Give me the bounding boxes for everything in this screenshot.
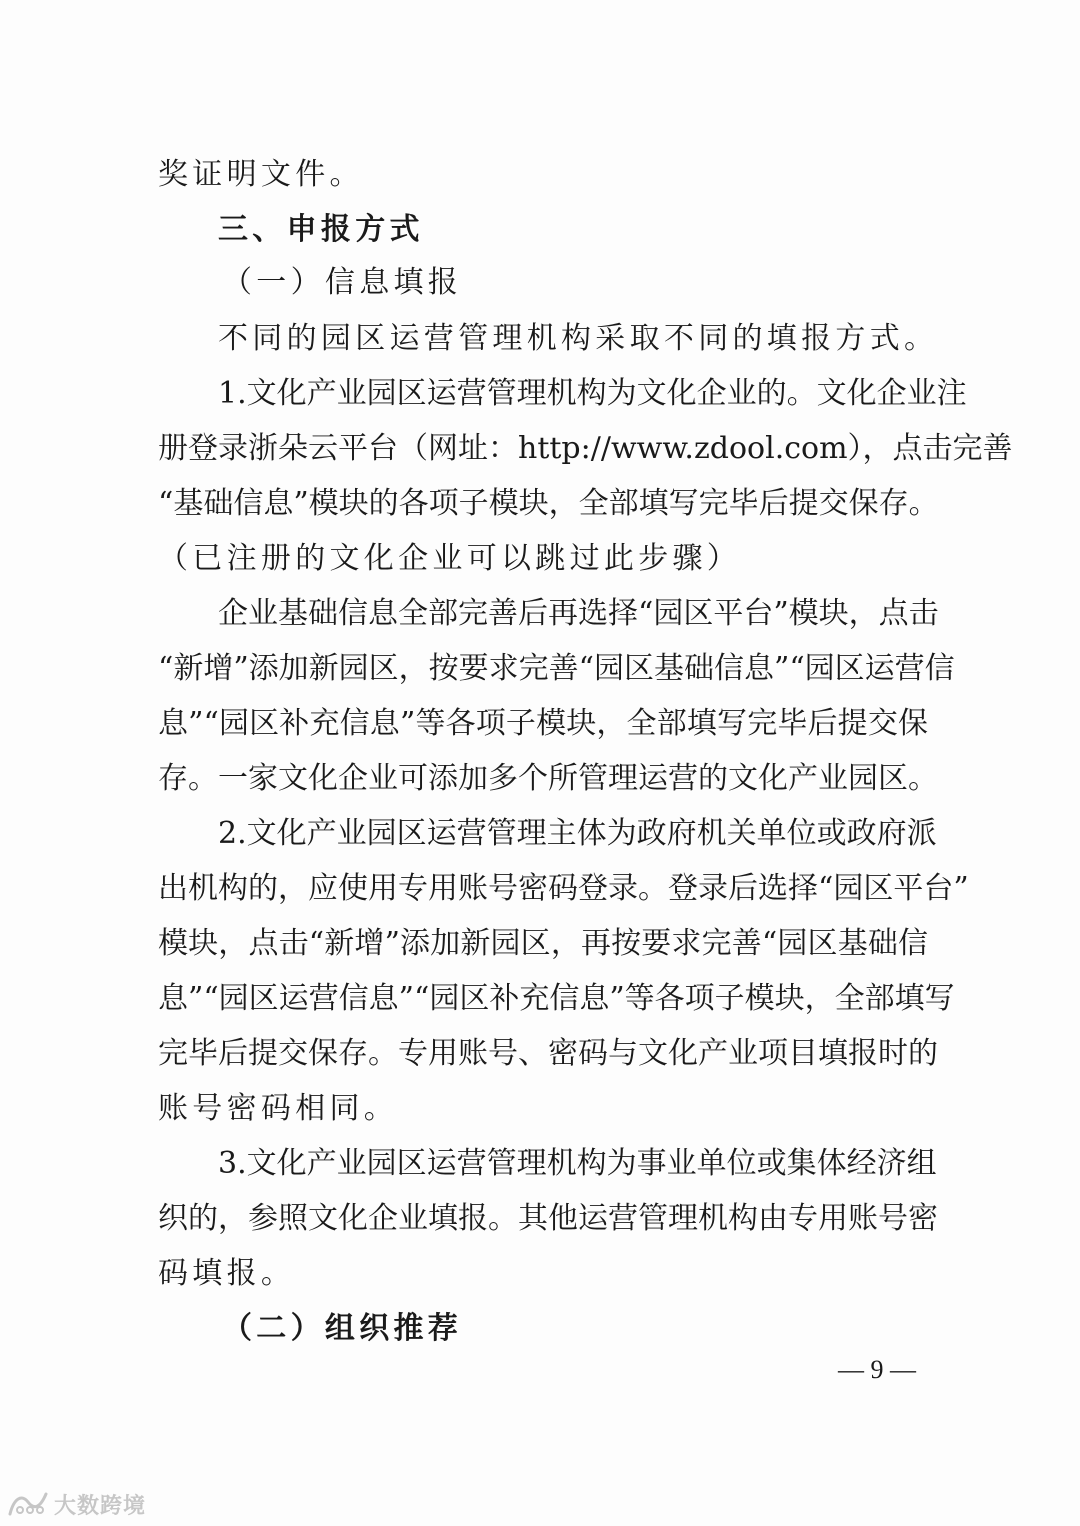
watermark-text: 大数跨境 <box>54 1493 147 1519</box>
subsection-heading: （一）信息填报 <box>222 265 463 300</box>
paragraph-line: 息”“园区补充信息”等各项子模块，全部填写完毕后提交保 <box>158 706 928 741</box>
paragraph-line: 企业基础信息全部完善后再选择“园区平台”模块，点击 <box>218 596 939 631</box>
paragraph-line: 3.文化产业园区运营管理机构为事业单位或集体经济组 <box>218 1146 937 1181</box>
watermark <box>8 1488 146 1520</box>
paragraph-line: 息”“园区运营信息”“园区补充信息”等各项子模块，全部填写 <box>158 981 955 1016</box>
section-heading: 三、申报方式 <box>218 212 424 247</box>
paragraph-line: 册登录浙朵云平台（网址：http://www.zdool.com），点击完善 <box>158 431 1013 466</box>
paragraph-line: 2.文化产业园区运营管理主体为政府机关单位或政府派 <box>218 816 937 851</box>
page-number: — 9 — <box>838 1355 916 1384</box>
paragraph-line: 完毕后提交保存。专用账号、密码与文化产业项目填报时的 <box>158 1036 938 1071</box>
logo-icon <box>8 1490 48 1518</box>
paragraph-line: （已注册的文化企业可以跳过此步骤） <box>158 541 742 576</box>
text-line: 奖证明文件。 <box>158 157 364 192</box>
paragraph-line: 存。一家文化企业可添加多个所管理运营的文化产业园区。 <box>158 761 938 796</box>
subsection-heading: （二）组织推荐 <box>222 1311 463 1346</box>
paragraph-line: 1.文化产业园区运营管理机构为文化企业的。文化企业注 <box>218 376 967 411</box>
paragraph-line: 模块，点击“新增”添加新园区，再按要求完善“园区基础信 <box>158 926 928 961</box>
paragraph-line: 码填报。 <box>158 1256 296 1291</box>
paragraph-line: 出机构的，应使用专用账号密码登录。登录后选择“园区平台” <box>158 871 969 906</box>
paragraph-line: “基础信息”模块的各项子模块，全部填写完毕后提交保存。 <box>158 486 939 521</box>
paragraph-line: 账号密码相同。 <box>158 1091 399 1126</box>
paragraph-line: 不同的园区运营管理机构采取不同的填报方式。 <box>218 321 939 356</box>
paragraph-line: “新增”添加新园区，按要求完善“园区基础信息”“园区运营信 <box>158 651 955 686</box>
paragraph-line: 织的，参照文化企业填报。其他运营管理机构由专用账号密 <box>158 1201 938 1236</box>
